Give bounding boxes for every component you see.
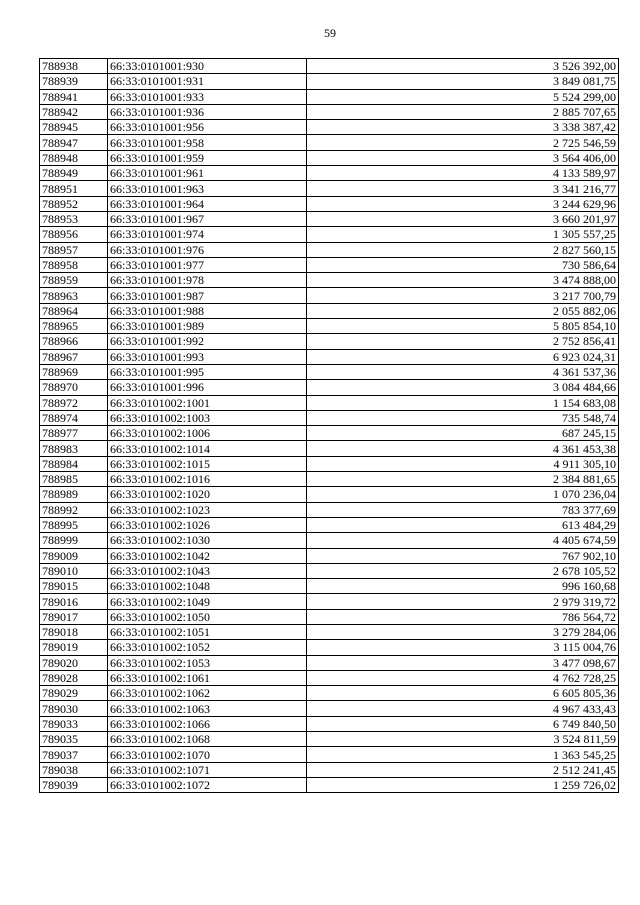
cadastral-number-cell: 66:33:0101001:987 (108, 288, 307, 303)
row-number-cell: 788952 (40, 196, 108, 211)
cadastral-number-cell: 66:33:0101002:1052 (108, 640, 307, 655)
cadastral-value-cell: 613 484,29 (307, 517, 619, 532)
cadastral-value-cell: 3 474 888,00 (307, 273, 619, 288)
row-number-cell: 788941 (40, 89, 108, 104)
row-number-cell: 789020 (40, 655, 108, 670)
table-row (40, 211, 619, 226)
cadastral-number-cell: 66:33:0101001:933 (108, 89, 307, 104)
cadastral-number-cell: 66:33:0101002:1043 (108, 563, 307, 578)
cadastral-number-cell: 66:33:0101001:976 (108, 242, 307, 257)
table-row (40, 579, 619, 594)
cadastral-number-cell: 66:33:0101002:1026 (108, 517, 307, 532)
table-row (40, 334, 619, 349)
table-row (40, 441, 619, 456)
table-row (40, 380, 619, 395)
cadastral-value-cell: 4 967 433,43 (307, 701, 619, 716)
table-row (40, 517, 619, 532)
cadastral-number-cell: 66:33:0101001:995 (108, 364, 307, 379)
cadastral-value-cell: 1 363 545,25 (307, 747, 619, 762)
table-row (40, 502, 619, 517)
row-number-cell: 788983 (40, 441, 108, 456)
cadastral-number-cell: 66:33:0101001:956 (108, 120, 307, 135)
row-number-cell: 788989 (40, 487, 108, 502)
table-row (40, 273, 619, 288)
cadastral-number-cell: 66:33:0101001:930 (108, 59, 307, 74)
row-number-cell: 788945 (40, 120, 108, 135)
row-number-cell: 788948 (40, 150, 108, 165)
row-number-cell: 788969 (40, 364, 108, 379)
cadastral-number-cell: 66:33:0101001:961 (108, 166, 307, 181)
row-number-cell: 788949 (40, 166, 108, 181)
cadastral-number-cell: 66:33:0101001:967 (108, 211, 307, 226)
row-number-cell: 788938 (40, 59, 108, 74)
row-number-cell: 789038 (40, 762, 108, 777)
cadastral-number-cell: 66:33:0101002:1053 (108, 655, 307, 670)
cadastral-value-cell: 2 827 560,15 (307, 242, 619, 257)
row-number-cell: 788966 (40, 334, 108, 349)
cadastral-number-cell: 66:33:0101002:1066 (108, 716, 307, 731)
cadastral-number-cell: 66:33:0101001:931 (108, 74, 307, 89)
cadastral-number-cell: 66:33:0101002:1003 (108, 410, 307, 425)
cadastral-number-cell: 66:33:0101001:936 (108, 104, 307, 119)
row-number-cell: 789035 (40, 732, 108, 747)
cadastral-value-cell: 6 605 805,36 (307, 686, 619, 701)
row-number-cell: 789030 (40, 701, 108, 716)
table-row (40, 242, 619, 257)
cadastral-number-cell: 66:33:0101002:1015 (108, 456, 307, 471)
cadastral-value-cell: 783 377,69 (307, 502, 619, 517)
cadastral-number-cell: 66:33:0101002:1050 (108, 609, 307, 624)
registry-table (39, 58, 619, 793)
table-row (40, 732, 619, 747)
row-number-cell: 788963 (40, 288, 108, 303)
cadastral-number-cell: 66:33:0101001:988 (108, 303, 307, 318)
table-row (40, 762, 619, 777)
table-row (40, 89, 619, 104)
cadastral-value-cell: 730 586,64 (307, 257, 619, 272)
table-row (40, 181, 619, 196)
table-row (40, 303, 619, 318)
table-row (40, 487, 619, 502)
table-row (40, 609, 619, 624)
row-number-cell: 788951 (40, 181, 108, 196)
cadastral-value-cell: 3 217 700,79 (307, 288, 619, 303)
row-number-cell: 789017 (40, 609, 108, 624)
row-number-cell: 789015 (40, 579, 108, 594)
cadastral-number-cell: 66:33:0101002:1062 (108, 686, 307, 701)
row-number-cell: 789028 (40, 670, 108, 685)
cadastral-value-cell: 2 752 856,41 (307, 334, 619, 349)
cadastral-number-cell: 66:33:0101001:993 (108, 349, 307, 364)
cadastral-number-cell: 66:33:0101002:1061 (108, 670, 307, 685)
cadastral-value-cell: 2 512 241,45 (307, 762, 619, 777)
cadastral-value-cell: 767 902,10 (307, 548, 619, 563)
row-number-cell: 788947 (40, 135, 108, 150)
table-row (40, 777, 619, 792)
table-row (40, 563, 619, 578)
table-row (40, 74, 619, 89)
row-number-cell: 788956 (40, 227, 108, 242)
table-row (40, 594, 619, 609)
cadastral-value-cell: 3 524 811,59 (307, 732, 619, 747)
cadastral-value-cell: 5 524 299,00 (307, 89, 619, 104)
row-number-cell: 788958 (40, 257, 108, 272)
cadastral-value-cell: 786 564,72 (307, 609, 619, 624)
table-row (40, 640, 619, 655)
row-number-cell: 789009 (40, 548, 108, 563)
cadastral-number-cell: 66:33:0101002:1020 (108, 487, 307, 502)
row-number-cell: 788953 (40, 211, 108, 226)
row-number-cell: 788977 (40, 426, 108, 441)
cadastral-number-cell: 66:33:0101001:974 (108, 227, 307, 242)
cadastral-number-cell: 66:33:0101001:963 (108, 181, 307, 196)
cadastral-value-cell: 4 361 537,36 (307, 364, 619, 379)
table-row (40, 364, 619, 379)
cadastral-number-cell: 66:33:0101002:1014 (108, 441, 307, 456)
table-row (40, 655, 619, 670)
row-number-cell: 788995 (40, 517, 108, 532)
row-number-cell: 788985 (40, 472, 108, 487)
cadastral-value-cell: 996 160,68 (307, 579, 619, 594)
table-row (40, 196, 619, 211)
cadastral-number-cell: 66:33:0101002:1071 (108, 762, 307, 777)
table-row (40, 747, 619, 762)
cadastral-value-cell: 3 849 081,75 (307, 74, 619, 89)
cadastral-number-cell: 66:33:0101002:1006 (108, 426, 307, 441)
table-row (40, 227, 619, 242)
row-number-cell: 788964 (40, 303, 108, 318)
table-row (40, 670, 619, 685)
cadastral-number-cell: 66:33:0101002:1051 (108, 624, 307, 639)
row-number-cell: 789029 (40, 686, 108, 701)
cadastral-value-cell: 4 361 453,38 (307, 441, 619, 456)
cadastral-value-cell: 6 749 840,50 (307, 716, 619, 731)
cadastral-value-cell: 687 245,15 (307, 426, 619, 441)
cadastral-value-cell: 2 979 319,72 (307, 594, 619, 609)
table-row (40, 701, 619, 716)
row-number-cell: 789010 (40, 563, 108, 578)
cadastral-number-cell: 66:33:0101001:978 (108, 273, 307, 288)
table-row (40, 59, 619, 74)
cadastral-number-cell: 66:33:0101001:959 (108, 150, 307, 165)
cadastral-value-cell: 6 923 024,31 (307, 349, 619, 364)
cadastral-value-cell: 3 338 387,42 (307, 120, 619, 135)
table-row (40, 319, 619, 334)
cadastral-number-cell: 66:33:0101001:964 (108, 196, 307, 211)
cadastral-number-cell: 66:33:0101002:1023 (108, 502, 307, 517)
cadastral-value-cell: 3 526 392,00 (307, 59, 619, 74)
cadastral-value-cell: 3 244 629,96 (307, 196, 619, 211)
table-row (40, 426, 619, 441)
row-number-cell: 788970 (40, 380, 108, 395)
table-row (40, 135, 619, 150)
table-row (40, 548, 619, 563)
cadastral-value-cell: 3 564 406,00 (307, 150, 619, 165)
table-row (40, 349, 619, 364)
row-number-cell: 788992 (40, 502, 108, 517)
row-number-cell: 789037 (40, 747, 108, 762)
cadastral-value-cell: 1 154 683,08 (307, 395, 619, 410)
cadastral-value-cell: 1 259 726,02 (307, 777, 619, 792)
row-number-cell: 789016 (40, 594, 108, 609)
cadastral-number-cell: 66:33:0101001:996 (108, 380, 307, 395)
cadastral-value-cell: 2 384 881,65 (307, 472, 619, 487)
row-number-cell: 788972 (40, 395, 108, 410)
cadastral-number-cell: 66:33:0101002:1016 (108, 472, 307, 487)
cadastral-value-cell: 3 341 216,77 (307, 181, 619, 196)
cadastral-value-cell: 3 660 201,97 (307, 211, 619, 226)
row-number-cell: 788967 (40, 349, 108, 364)
row-number-cell: 788984 (40, 456, 108, 471)
cadastral-value-cell: 2 725 546,59 (307, 135, 619, 150)
cadastral-value-cell: 2 885 707,65 (307, 104, 619, 119)
cadastral-number-cell: 66:33:0101001:989 (108, 319, 307, 334)
table-row (40, 686, 619, 701)
cadastral-number-cell: 66:33:0101002:1072 (108, 777, 307, 792)
registry-table-body (40, 59, 619, 793)
table-row (40, 533, 619, 548)
table-row (40, 410, 619, 425)
cadastral-number-cell: 66:33:0101001:992 (108, 334, 307, 349)
cadastral-number-cell: 66:33:0101001:977 (108, 257, 307, 272)
row-number-cell: 788965 (40, 319, 108, 334)
row-number-cell: 789039 (40, 777, 108, 792)
cadastral-value-cell: 1 305 557,25 (307, 227, 619, 242)
cadastral-value-cell: 2 055 882,06 (307, 303, 619, 318)
row-number-cell: 789033 (40, 716, 108, 731)
table-row (40, 456, 619, 471)
page-number: 59 (324, 26, 336, 40)
table-row (40, 120, 619, 135)
cadastral-value-cell: 3 279 284,06 (307, 624, 619, 639)
cadastral-value-cell: 5 805 854,10 (307, 319, 619, 334)
row-number-cell: 789019 (40, 640, 108, 655)
row-number-cell: 788959 (40, 273, 108, 288)
cadastral-value-cell: 3 477 098,67 (307, 655, 619, 670)
cadastral-value-cell: 4 762 728,25 (307, 670, 619, 685)
cadastral-value-cell: 3 115 004,76 (307, 640, 619, 655)
cadastral-value-cell: 4 133 589,97 (307, 166, 619, 181)
cadastral-number-cell: 66:33:0101002:1068 (108, 732, 307, 747)
cadastral-number-cell: 66:33:0101002:1042 (108, 548, 307, 563)
cadastral-number-cell: 66:33:0101002:1048 (108, 579, 307, 594)
row-number-cell: 789018 (40, 624, 108, 639)
table-row (40, 166, 619, 181)
table-row (40, 472, 619, 487)
row-number-cell: 788999 (40, 533, 108, 548)
table-row (40, 104, 619, 119)
table-row (40, 150, 619, 165)
cadastral-number-cell: 66:33:0101001:958 (108, 135, 307, 150)
row-number-cell: 788942 (40, 104, 108, 119)
cadastral-value-cell: 1 070 236,04 (307, 487, 619, 502)
row-number-cell: 788974 (40, 410, 108, 425)
cadastral-value-cell: 3 084 484,66 (307, 380, 619, 395)
table-row (40, 288, 619, 303)
cadastral-value-cell: 2 678 105,52 (307, 563, 619, 578)
cadastral-number-cell: 66:33:0101002:1030 (108, 533, 307, 548)
row-number-cell: 788939 (40, 74, 108, 89)
table-row (40, 624, 619, 639)
cadastral-value-cell: 4 405 674,59 (307, 533, 619, 548)
row-number-cell: 788957 (40, 242, 108, 257)
table-row (40, 395, 619, 410)
cadastral-number-cell: 66:33:0101002:1001 (108, 395, 307, 410)
cadastral-value-cell: 4 911 305,10 (307, 456, 619, 471)
table-row (40, 257, 619, 272)
cadastral-number-cell: 66:33:0101002:1063 (108, 701, 307, 716)
table-row (40, 716, 619, 731)
cadastral-number-cell: 66:33:0101002:1070 (108, 747, 307, 762)
cadastral-value-cell: 735 548,74 (307, 410, 619, 425)
cadastral-number-cell: 66:33:0101002:1049 (108, 594, 307, 609)
